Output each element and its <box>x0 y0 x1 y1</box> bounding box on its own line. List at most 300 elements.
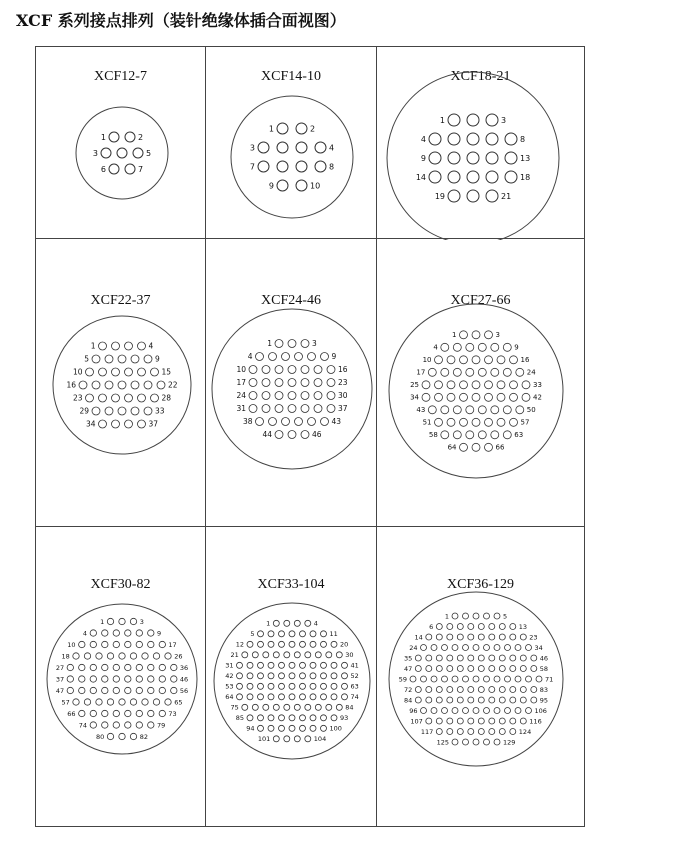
pin-number-label: 5 <box>250 630 255 638</box>
pin-number-label: 4 <box>313 619 318 628</box>
pin-number-label: 10 <box>422 356 432 365</box>
pin-hole <box>489 687 495 693</box>
pin-hole <box>262 392 270 400</box>
pin-hole <box>288 340 296 348</box>
pin-number-label: 101 <box>257 735 271 743</box>
pin-hole <box>489 655 495 661</box>
pin-hole <box>86 368 94 376</box>
pin-number-label: 12 <box>235 640 244 649</box>
pin-hole <box>99 342 107 350</box>
pin-hole <box>421 708 427 714</box>
pin-number-label: 14 <box>415 172 426 182</box>
pin-hole <box>84 699 90 705</box>
pin-number-label: 22 <box>168 380 178 390</box>
pin-hole <box>144 355 152 363</box>
pin-hole <box>301 340 309 348</box>
pin-hole <box>171 676 177 682</box>
pin-hole <box>484 708 490 714</box>
pin-hole <box>279 715 285 721</box>
pin-hole <box>102 710 108 716</box>
pin-hole <box>486 114 498 126</box>
pin-hole <box>249 366 257 374</box>
pin-hole <box>460 443 468 451</box>
pin-number-label: 2 <box>138 132 144 142</box>
pin-hole <box>148 641 154 647</box>
pin-hole <box>300 725 306 731</box>
pin-number-label: 125 <box>436 738 449 747</box>
pin-hole <box>522 381 530 389</box>
pin-hole <box>296 142 307 153</box>
pin-hole <box>105 407 113 415</box>
pin-hole <box>336 652 342 658</box>
pin-hole <box>467 133 479 145</box>
pin-hole <box>273 652 279 658</box>
pin-hole <box>485 331 493 339</box>
pin-hole <box>252 704 258 710</box>
pin-hole <box>331 673 337 679</box>
pin-hole <box>119 618 125 624</box>
pin-hole <box>301 366 309 374</box>
pin-hole <box>256 418 264 426</box>
pin-hole <box>442 708 448 714</box>
pin-hole <box>258 725 264 731</box>
pin-hole <box>426 634 432 640</box>
pin-number-label: 34 <box>410 393 419 402</box>
pin-hole <box>452 645 458 651</box>
pin-hole <box>237 694 243 700</box>
pin-hole <box>130 618 136 624</box>
pin-hole <box>505 676 511 682</box>
pin-number-label: 106 <box>534 706 547 715</box>
pin-hole <box>268 631 274 637</box>
pin-hole <box>119 653 125 659</box>
pin-number-label: 4 <box>329 143 335 153</box>
pin-hole <box>247 673 253 679</box>
pin-hole <box>321 694 327 700</box>
pin-hole <box>288 405 296 413</box>
pin-hole <box>249 405 257 413</box>
pin-hole <box>478 431 486 439</box>
pin-hole <box>499 687 505 693</box>
connector-face <box>36 527 207 828</box>
pin-hole <box>258 683 264 689</box>
pin-hole <box>457 697 463 703</box>
pin-number-label: 16 <box>66 380 76 390</box>
pin-hole <box>447 687 453 693</box>
pin-hole <box>415 687 421 693</box>
pin-hole <box>153 699 159 705</box>
pin-hole <box>452 708 458 714</box>
pin-hole <box>314 392 322 400</box>
pin-hole <box>105 355 113 363</box>
pin-hole <box>79 381 87 389</box>
pin-hole <box>510 356 518 364</box>
pin-hole <box>308 353 316 361</box>
pin-hole <box>442 676 448 682</box>
pin-hole <box>429 152 441 164</box>
pin-hole <box>342 662 348 668</box>
pin-number-label: 85 <box>235 714 244 722</box>
pin-number-label: 10 <box>310 181 321 191</box>
pin-hole <box>300 631 306 637</box>
pin-hole <box>466 343 474 351</box>
pin-hole <box>138 394 146 402</box>
pin-hole <box>531 666 537 672</box>
pin-hole <box>258 673 264 679</box>
pin-hole <box>436 729 442 735</box>
pin-hole <box>125 676 131 682</box>
pin-hole <box>289 694 295 700</box>
pin-hole <box>112 394 120 402</box>
pin-hole <box>125 420 133 428</box>
pin-hole <box>526 676 532 682</box>
pin-number-label: 5 <box>84 354 89 364</box>
pin-number-label: 15 <box>161 367 172 377</box>
insulator-outline <box>214 603 370 759</box>
pin-hole <box>467 171 479 183</box>
pin-number-label: 30 <box>345 651 354 659</box>
pin-hole <box>92 355 100 363</box>
pin-number-label: 94 <box>246 724 255 733</box>
pin-number-label: 3 <box>312 339 317 349</box>
pin-hole <box>144 407 152 415</box>
pin-number-label: 59 <box>398 675 407 684</box>
pin-hole <box>133 148 143 158</box>
pin-number-label: 10 <box>67 640 76 649</box>
connector-name: XCF18-21 <box>450 69 511 84</box>
pin-number-label: 1 <box>90 341 96 351</box>
pin-hole <box>431 645 437 651</box>
pin-hole <box>331 715 337 721</box>
connector-name: XCF14-10 <box>261 69 321 84</box>
pin-number-label: 33 <box>533 381 542 390</box>
pin-hole <box>275 431 283 439</box>
pin-hole <box>130 733 136 739</box>
pin-number-label: 13 <box>520 153 531 163</box>
pin-hole <box>138 420 146 428</box>
pin-hole <box>295 418 303 426</box>
pin-number-label: 1 <box>266 619 271 628</box>
pin-hole <box>67 687 73 693</box>
pin-hole <box>468 729 474 735</box>
pin-number-label: 63 <box>350 682 359 691</box>
pin-hole <box>485 381 493 389</box>
pin-hole <box>171 687 177 693</box>
pin-hole <box>144 381 152 389</box>
pin-hole <box>472 331 480 339</box>
pin-number-label: 80 <box>96 732 105 741</box>
pin-hole <box>426 666 432 672</box>
pin-number-label: 24 <box>526 368 536 377</box>
connector-face <box>377 239 586 528</box>
pin-hole <box>331 662 337 668</box>
pin-hole <box>247 694 253 700</box>
pin-number-label: 64 <box>225 693 234 701</box>
pin-hole <box>90 722 96 728</box>
pin-hole <box>486 171 498 183</box>
connector-cell <box>376 238 585 527</box>
pin-hole <box>252 652 258 658</box>
pin-hole <box>279 662 285 668</box>
pin-number-label: 42 <box>533 393 542 402</box>
pin-hole <box>284 736 290 742</box>
pin-hole <box>453 343 461 351</box>
pin-hole <box>300 641 306 647</box>
pin-hole <box>536 676 542 682</box>
pin-number-label: 82 <box>139 732 148 741</box>
pin-hole <box>486 152 498 164</box>
pin-number-label: 21 <box>501 191 512 201</box>
pin-hole <box>447 418 455 426</box>
pin-hole <box>468 634 474 640</box>
pin-hole <box>305 620 311 626</box>
pin-hole <box>136 722 142 728</box>
pin-hole <box>310 662 316 668</box>
pin-number-label: 6 <box>429 622 434 631</box>
pin-hole <box>497 418 505 426</box>
pin-hole <box>491 431 499 439</box>
pin-hole <box>102 687 108 693</box>
pin-hole <box>463 739 469 745</box>
pin-hole <box>105 381 113 389</box>
pin-number-label: 53 <box>225 682 234 691</box>
pin-hole <box>520 687 526 693</box>
pin-hole <box>426 697 432 703</box>
pin-hole <box>505 708 511 714</box>
pin-hole <box>473 708 479 714</box>
pin-hole <box>448 190 460 202</box>
pin-hole <box>441 431 449 439</box>
pin-number-label: 1 <box>444 612 449 621</box>
pin-number-label: 10 <box>236 365 246 375</box>
pin-number-label: 84 <box>345 703 354 712</box>
pin-hole <box>258 631 264 637</box>
pin-hole <box>457 655 463 661</box>
pin-hole <box>447 624 453 630</box>
pin-hole <box>327 366 335 374</box>
pin-number-label: 3 <box>249 143 255 153</box>
pin-number-label: 27 <box>55 663 65 672</box>
pin-hole <box>279 694 285 700</box>
pin-number-label: 58 <box>539 664 549 673</box>
pin-hole <box>102 722 108 728</box>
pin-hole <box>478 666 484 672</box>
pin-hole <box>499 666 505 672</box>
pin-hole <box>510 718 516 724</box>
pin-hole <box>148 710 154 716</box>
pin-number-label: 31 <box>236 404 246 414</box>
pin-hole <box>448 171 460 183</box>
pin-hole <box>86 394 94 402</box>
pin-hole <box>315 652 321 658</box>
pin-number-label: 24 <box>409 643 418 652</box>
pin-hole <box>288 431 296 439</box>
pin-hole <box>499 624 505 630</box>
pin-hole <box>277 142 288 153</box>
pin-number-label: 31 <box>225 661 234 670</box>
pin-number-label: 23 <box>338 378 348 388</box>
pin-hole <box>447 356 455 364</box>
pin-hole <box>142 653 148 659</box>
pin-hole <box>275 340 283 348</box>
pin-hole <box>273 620 279 626</box>
pin-hole <box>262 366 270 374</box>
pin-number-label: 47 <box>404 664 413 673</box>
pin-hole <box>453 406 461 414</box>
pin-hole <box>331 694 337 700</box>
pin-number-label: 33 <box>155 406 165 416</box>
pin-hole <box>478 634 484 640</box>
pin-hole <box>263 704 269 710</box>
pin-hole <box>467 190 479 202</box>
pin-hole <box>300 683 306 689</box>
pin-hole <box>273 704 279 710</box>
pin-hole <box>484 645 490 651</box>
pin-hole <box>436 624 442 630</box>
pin-hole <box>494 613 500 619</box>
pin-hole <box>436 697 442 703</box>
pin-hole <box>99 368 107 376</box>
pin-hole <box>237 662 243 668</box>
pin-hole <box>258 715 264 721</box>
insulator-outline <box>47 604 197 754</box>
pin-hole <box>489 718 495 724</box>
connector-cell <box>35 46 206 239</box>
pin-hole <box>242 652 248 658</box>
pin-number-label: 74 <box>350 693 359 701</box>
pin-hole <box>138 368 146 376</box>
pin-hole <box>428 368 436 376</box>
pin-number-label: 52 <box>350 672 359 680</box>
pin-hole <box>99 420 107 428</box>
pin-number-label: 14 <box>414 633 423 642</box>
pin-hole <box>294 652 300 658</box>
pin-hole <box>112 368 120 376</box>
pin-hole <box>503 431 511 439</box>
pin-hole <box>90 641 96 647</box>
connector-name: XCF24-46 <box>261 293 321 308</box>
connector-name: XCF36-129 <box>447 577 514 592</box>
pin-number-label: 37 <box>338 404 348 414</box>
pin-hole <box>515 708 521 714</box>
pin-hole <box>494 708 500 714</box>
pin-hole <box>310 725 316 731</box>
pin-number-label: 1 <box>100 132 106 142</box>
pin-hole <box>288 379 296 387</box>
pin-hole <box>159 641 165 647</box>
pin-hole <box>522 393 530 401</box>
pin-number-label: 64 <box>447 443 457 452</box>
pin-hole <box>92 381 100 389</box>
pin-hole <box>468 718 474 724</box>
pin-number-label: 57 <box>520 418 530 427</box>
pin-number-label: 7 <box>138 164 144 174</box>
pin-hole <box>118 381 126 389</box>
pin-hole <box>520 718 526 724</box>
pin-hole <box>429 171 441 183</box>
pin-hole <box>326 652 332 658</box>
pin-number-label: 20 <box>340 640 349 649</box>
pin-hole <box>79 664 85 670</box>
insulator-outline <box>212 309 372 469</box>
pin-hole <box>447 381 455 389</box>
pin-hole <box>422 393 430 401</box>
pin-hole <box>315 161 326 172</box>
pin-hole <box>279 631 285 637</box>
pin-hole <box>300 694 306 700</box>
pin-hole <box>237 683 243 689</box>
pin-hole <box>478 697 484 703</box>
pin-hole <box>79 710 85 716</box>
pin-hole <box>473 645 479 651</box>
pin-hole <box>447 666 453 672</box>
pin-hole <box>107 733 113 739</box>
pin-hole <box>472 443 480 451</box>
pin-hole <box>448 114 460 126</box>
pin-number-label: 46 <box>539 654 549 663</box>
pin-hole <box>489 729 495 735</box>
pin-number-label: 93 <box>340 714 349 722</box>
pin-hole <box>473 613 479 619</box>
pin-hole <box>515 676 521 682</box>
pin-number-label: 3 <box>495 331 500 340</box>
pin-hole <box>494 676 500 682</box>
pin-hole <box>431 708 437 714</box>
pin-hole <box>159 676 165 682</box>
pin-number-label: 25 <box>410 381 419 390</box>
pin-number-label: 117 <box>420 727 434 736</box>
pin-number-label: 41 <box>350 661 359 670</box>
pin-hole <box>67 676 73 682</box>
pin-hole <box>510 687 516 693</box>
pin-number-label: 9 <box>268 181 274 191</box>
pin-hole <box>516 406 524 414</box>
pin-hole <box>310 715 316 721</box>
pin-hole <box>90 630 96 636</box>
pin-number-label: 100 <box>329 724 342 733</box>
pin-hole <box>510 634 516 640</box>
pin-number-label: 4 <box>247 352 253 362</box>
pin-hole <box>113 641 119 647</box>
pin-hole <box>429 133 441 145</box>
pin-hole <box>300 662 306 668</box>
pin-hole <box>314 366 322 374</box>
pin-hole <box>486 133 498 145</box>
pin-hole <box>296 180 307 191</box>
pin-hole <box>485 418 493 426</box>
pin-hole <box>520 634 526 640</box>
pin-hole <box>478 368 486 376</box>
pin-hole <box>148 676 154 682</box>
pin-hole <box>102 676 108 682</box>
connector-name: XCF12-7 <box>94 69 147 84</box>
pin-number-label: 9 <box>157 629 162 638</box>
pin-hole <box>249 392 257 400</box>
pin-hole <box>269 418 277 426</box>
pin-hole <box>452 676 458 682</box>
pin-hole <box>258 662 264 668</box>
pin-number-label: 71 <box>545 675 554 684</box>
pin-hole <box>136 630 142 636</box>
connector-name: XCF27-66 <box>450 293 511 308</box>
pin-hole <box>472 381 480 389</box>
pin-hole <box>321 418 329 426</box>
pin-hole <box>159 710 165 716</box>
pin-number-label: 58 <box>428 431 438 440</box>
pin-hole <box>460 356 468 364</box>
pin-hole <box>159 687 165 693</box>
pin-number-label: 2 <box>310 124 316 134</box>
